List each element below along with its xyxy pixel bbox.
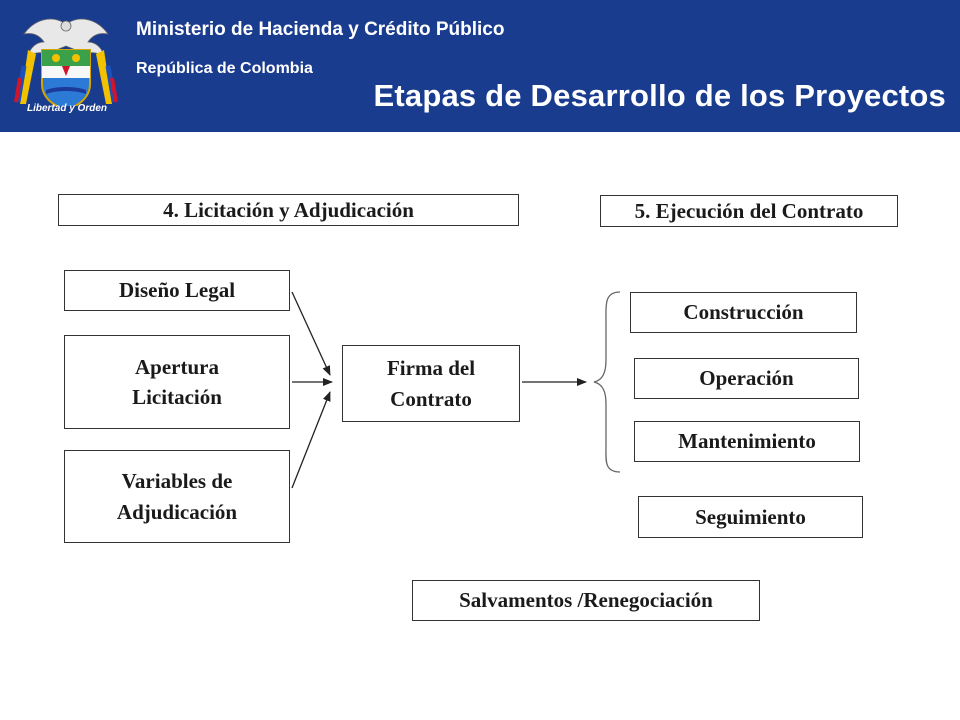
salvamentos-label: Salvamentos /Renegociación xyxy=(459,588,713,613)
box-salvamentos xyxy=(412,580,760,621)
crest-motto: Libertad y Orden xyxy=(26,103,107,114)
box-diseno-legal xyxy=(64,270,290,311)
diseno-legal-label: Diseño Legal xyxy=(118,278,236,303)
stage5-header xyxy=(600,195,898,227)
arrow-variables-to-firma xyxy=(292,392,330,488)
box-construccion xyxy=(630,292,857,333)
ministry-name: Ministerio de Hacienda y Crédito Público xyxy=(136,19,505,40)
box-operacion xyxy=(634,358,859,399)
firma-line2: Contrato xyxy=(390,386,472,411)
construccion-label: Construcción xyxy=(683,300,804,325)
stage4-header xyxy=(58,194,519,226)
variables-line1: Variables de xyxy=(121,469,233,494)
box-apertura-licitacion xyxy=(64,335,290,429)
box-firma-contrato xyxy=(342,345,520,422)
firma-line1: Firma del xyxy=(386,356,476,381)
mantenimiento-label: Mantenimiento xyxy=(678,429,816,454)
page-title: Etapas de Desarrollo de los Proyectos xyxy=(373,78,946,113)
stage5-label: 5. Ejecución del Contrato xyxy=(634,198,864,223)
apertura-line2: Licitación xyxy=(132,385,222,409)
apertura-line1: Apertura xyxy=(135,354,219,379)
box-variables-adjudicacion xyxy=(64,450,290,543)
stage4-label: 4. Licitación y Adjudicación xyxy=(163,197,414,222)
operacion-label: Operación xyxy=(699,366,794,391)
variables-line2: Adjudicación xyxy=(116,499,238,524)
arrow-legal-to-firma xyxy=(292,292,330,375)
execution-brace xyxy=(594,292,620,472)
seguimiento-label: Seguimiento xyxy=(695,504,806,529)
country-name: República de Colombia xyxy=(136,60,313,77)
box-mantenimiento xyxy=(634,421,860,462)
box-seguimiento xyxy=(638,496,863,538)
